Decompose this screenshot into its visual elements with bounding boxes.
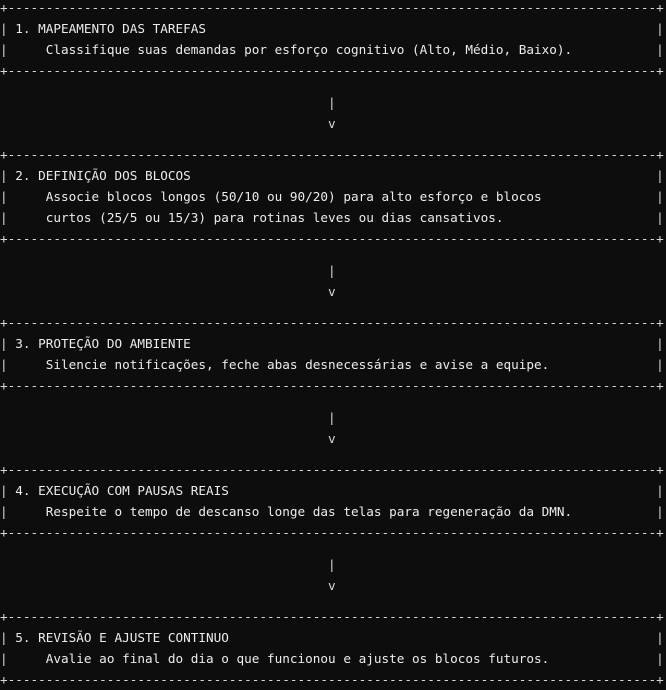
step-description-4-1-text: Respeite o tempo de descanso longe das telas para regeneração da DMN.: [45, 504, 573, 519]
box-bottom-border: +-------------------------------------------------------------------------------------+: [0, 231, 664, 246]
box-right-edge: |: [503, 210, 664, 225]
step-description-1-1: [0, 39, 664, 60]
step-description-5-1: [0, 648, 664, 669]
box-top-border: +-------------------------------------------------------------------------------------+: [0, 0, 664, 15]
step-title-4-text: 4. EXECUÇÃO COM PAUSAS REAIS: [15, 483, 229, 498]
step-description-2-2: [0, 207, 664, 228]
box-left-edge: |: [0, 168, 16, 183]
step-title-5-text: 5. REVISÃO E AJUSTE CONTINUO: [15, 630, 229, 645]
box-right-edge: |: [549, 357, 664, 372]
box-left-edge: |: [0, 483, 16, 498]
arrow-shaft: |: [0, 94, 336, 110]
box-bottom-border: +-------------------------------------------------------------------------------------+: [0, 378, 664, 393]
box-right-edge: |: [190, 168, 664, 183]
box-right-edge: |: [541, 189, 664, 204]
step-title-1: [0, 18, 664, 39]
arrow-head: v: [0, 577, 336, 593]
step-description-2-1: [0, 186, 664, 207]
box-left-edge: |: [0, 42, 46, 57]
step-title-2: [0, 165, 664, 186]
step-title-3: [0, 333, 664, 354]
arrow-shaft: |: [0, 556, 336, 572]
box-right-edge: |: [206, 21, 664, 36]
arrow-head: v: [0, 430, 336, 446]
step-description-4-1: [0, 501, 664, 522]
box-left-edge: |: [0, 651, 46, 666]
step-description-1-1-text: Classifique suas demandas por esforço cognitivo (Alto, Médio, Baixo).: [45, 42, 573, 57]
arrow-shaft: |: [0, 409, 336, 425]
box-bottom-border: +-------------------------------------------------------------------------------------+: [0, 63, 664, 78]
arrow-head: v: [0, 283, 336, 299]
box-right-edge: |: [572, 42, 664, 57]
box-right-edge: |: [228, 483, 664, 498]
step-title-3-text: 3. PROTEÇÃO DO AMBIENTE: [15, 336, 191, 351]
box-top-border: +-------------------------------------------------------------------------------------+: [0, 462, 664, 477]
step-description-3-1-text: Silencie notificações, feche abas desnecessárias e avise a equipe.: [45, 357, 550, 372]
box-right-edge: |: [228, 630, 664, 645]
box-left-edge: |: [0, 210, 46, 225]
arrow-shaft: |: [0, 262, 336, 278]
box-right-edge: |: [572, 504, 664, 519]
step-title-2-text: 2. DEFINIÇÃO DOS BLOCOS: [15, 168, 191, 183]
box-left-edge: |: [0, 630, 16, 645]
box-left-edge: |: [0, 21, 16, 36]
arrow-head: v: [0, 115, 336, 131]
step-title-4: [0, 480, 664, 501]
box-top-border: +-------------------------------------------------------------------------------------+: [0, 609, 664, 624]
step-description-2-1-text: Associe blocos longos (50/10 ou 90/20) para alto esforço e blocos: [45, 189, 542, 204]
box-top-border: +-------------------------------------------------------------------------------------+: [0, 147, 664, 162]
box-left-edge: |: [0, 189, 46, 204]
box-right-edge: |: [549, 651, 664, 666]
box-right-edge: |: [190, 336, 664, 351]
box-left-edge: |: [0, 357, 46, 372]
box-left-edge: |: [0, 504, 46, 519]
box-left-edge: |: [0, 336, 16, 351]
step-description-2-2-text: curtos (25/5 ou 15/3) para rotinas leves ou dias cansativos.: [45, 210, 504, 225]
step-title-1-text: 1. MAPEAMENTO DAS TAREFAS: [15, 21, 206, 36]
step-description-5-1-text: Avalie ao final do dia o que funcionou e ajuste os blocos futuros.: [45, 651, 550, 666]
step-description-3-1: [0, 354, 664, 375]
box-bottom-border: +-------------------------------------------------------------------------------------+: [0, 525, 664, 540]
box-bottom-border: +-------------------------------------------------------------------------------------+: [0, 672, 664, 687]
box-top-border: +-------------------------------------------------------------------------------------+: [0, 315, 664, 330]
step-title-5: [0, 627, 664, 648]
